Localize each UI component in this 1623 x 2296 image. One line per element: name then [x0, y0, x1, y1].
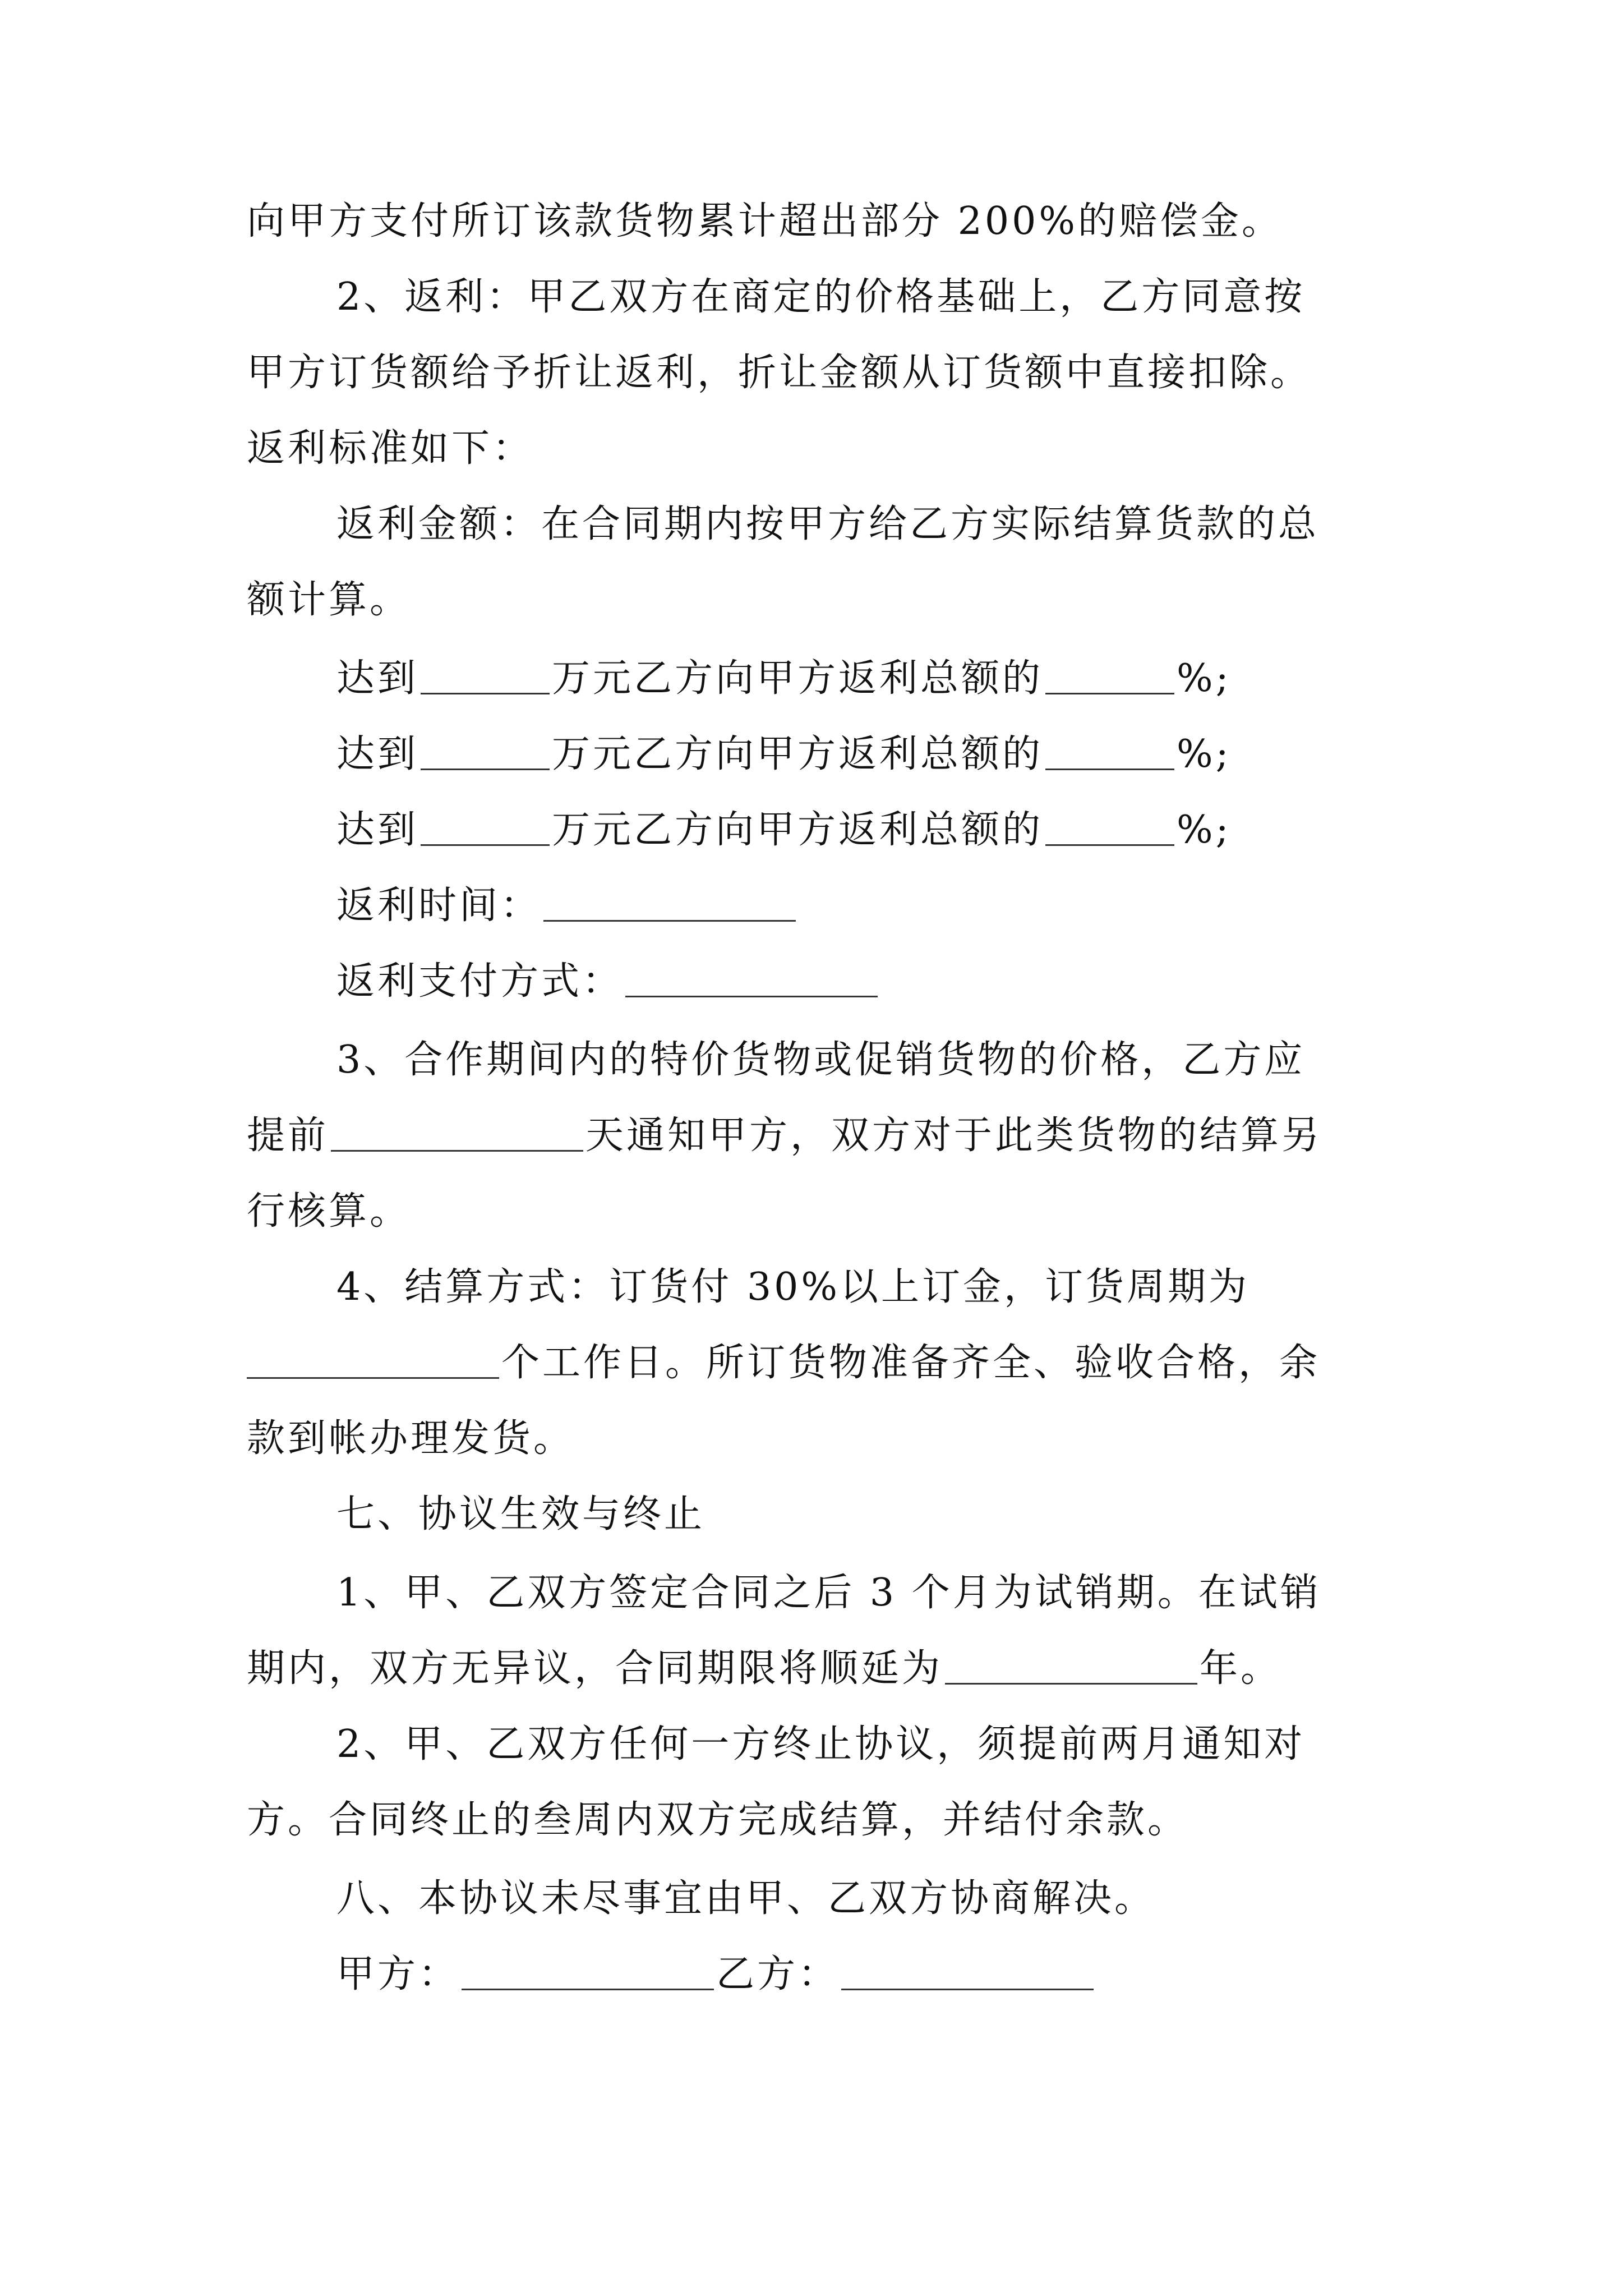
rebate-payment-blank[interactable]	[625, 958, 878, 997]
text-line-rebate-heading: 2、返利：甲乙双方在商定的价格基础上，乙方同意按	[336, 275, 1306, 319]
tier-percent-blank[interactable]	[1045, 806, 1174, 846]
text-line-rebate-standard: 返利标准如下：	[247, 426, 534, 471]
text-line-termination: 2、甲、乙双方任何一方终止协议，须提前两月通知对	[336, 1722, 1306, 1766]
text-line-settlement: 4、结算方式：订货付 30%以上订金，订货周期为	[336, 1265, 1250, 1309]
text-line-shipping: 款到帐办理发货。	[247, 1416, 575, 1461]
trial-extension-line	[247, 1641, 1281, 1697]
tier-middle: 万元乙方向甲方返利总额的	[552, 656, 1044, 701]
rebate-payment-line	[336, 954, 880, 1010]
rebate-time-blank[interactable]	[543, 882, 796, 922]
text-line-separate-accounting: 行核算。	[247, 1189, 411, 1234]
tier-percent-blank[interactable]	[1045, 655, 1174, 694]
party-a-label: 甲方：	[336, 1952, 460, 1996]
rebate-tier-1	[336, 651, 1232, 707]
tier-amount-blank[interactable]	[421, 806, 550, 846]
tier-prefix: 达到	[336, 656, 419, 701]
cycle-suffix: 个工作日。所订货物准备齐全、验收合格，余	[501, 1341, 1321, 1385]
tier-amount-blank[interactable]	[421, 730, 550, 770]
party-a-signature-blank[interactable]	[462, 1950, 714, 1990]
tier-middle: 万元乙方向甲方返利总额的	[552, 808, 1044, 852]
rebate-tier-2	[336, 726, 1232, 783]
rebate-time-line	[336, 878, 798, 934]
text-line-special-price: 3、合作期间内的特价货物或促销货物的价格，乙方应	[336, 1038, 1306, 1082]
section-heading-7: 七、协议生效与终止	[336, 1492, 706, 1536]
tier-prefix: 达到	[336, 808, 419, 852]
notice-prefix: 提前	[247, 1114, 329, 1158]
text-line-trial-period: 1、甲、乙双方签定合同之后 3 个月为试销期。在试销	[336, 1571, 1321, 1615]
rebate-time-label: 返利时间：	[336, 884, 542, 928]
notice-days-blank[interactable]	[331, 1112, 583, 1152]
text-line-1: 向甲方支付所订该款货物累计超出部分 200%的赔偿金。	[247, 199, 1283, 243]
tier-suffix: %;	[1177, 732, 1232, 776]
trial-suffix: 年。	[1200, 1646, 1282, 1691]
party-b-signature-blank[interactable]	[841, 1950, 1094, 1990]
text-line-rebate-amount-cont: 额计算。	[247, 578, 411, 622]
party-b-label: 乙方：	[716, 1952, 840, 1996]
text-line-rebate-desc: 甲方订货额给予折让返利，折让金额从订货额中直接扣除。	[247, 351, 1312, 395]
order-cycle-blank[interactable]	[247, 1339, 499, 1379]
trial-prefix: 期内，双方无异议，合同期限将顺延为	[247, 1646, 943, 1691]
rebate-tier-3	[336, 802, 1232, 858]
tier-suffix: %;	[1177, 656, 1232, 701]
tier-amount-blank[interactable]	[421, 655, 550, 694]
order-cycle-line	[247, 1335, 1320, 1391]
tier-prefix: 达到	[336, 732, 419, 776]
text-line-termination-cont: 方。合同终止的叁周内双方完成结算，并结付余款。	[247, 1798, 1189, 1842]
signature-line	[336, 1947, 1096, 2003]
tier-suffix: %;	[1177, 808, 1232, 852]
text-line-rebate-amount: 返利金额：在合同期内按甲方给乙方实际结算货款的总	[336, 502, 1320, 546]
tier-middle: 万元乙方向甲方返利总额的	[552, 732, 1044, 776]
notice-line	[247, 1108, 1322, 1164]
rebate-payment-label: 返利支付方式：	[336, 959, 624, 1004]
tier-percent-blank[interactable]	[1045, 730, 1174, 770]
section-heading-8: 八、本协议未尽事宜由甲、乙双方协商解决。	[336, 1876, 1156, 1921]
term-years-blank[interactable]	[945, 1645, 1197, 1685]
notice-suffix: 天通知甲方，双方对于此类货物的结算另	[585, 1114, 1323, 1158]
